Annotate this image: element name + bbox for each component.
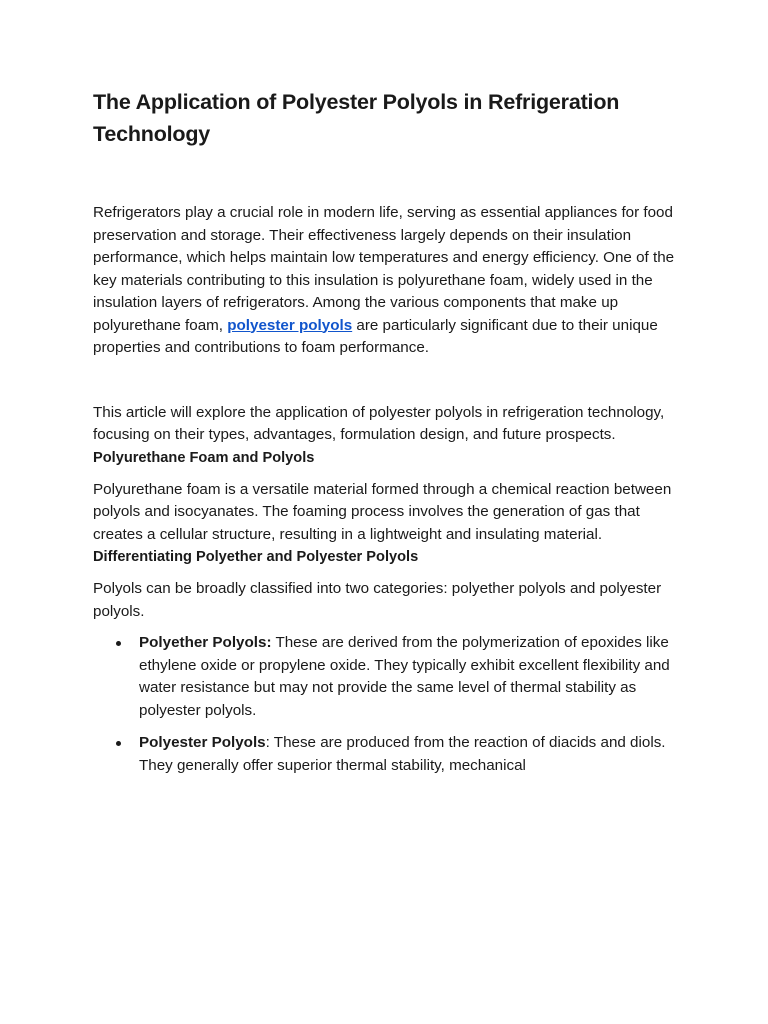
bullet-dot-icon: [116, 741, 121, 746]
intro-text-after-link: are particularly significant due to their unique properties and contributions to foam performance.: [93, 316, 658, 356]
list-item: [93, 632, 683, 722]
list-item-term: Polyether Polyols:: [139, 634, 272, 651]
section-heading-differentiating-polyols: Differentiating Polyether and Polyester Polyols: [93, 549, 419, 565]
overview-paragraph: This article will explore the application of polyester polyols in refrigeration technology, focusing on their types, advantages, formulation design, and future prospects.: [93, 403, 665, 443]
polyol-types-list: [93, 632, 683, 777]
section-body-differentiating-polyols: Polyols can be broadly classified into two categories: polyether polyols and polyester polyols.: [93, 580, 662, 620]
polyester-polyols-link[interactable]: polyester polyols: [227, 316, 353, 334]
bullet-dot-icon: [116, 641, 121, 646]
intro-text-before-link: Refrigerators play a crucial role in modern life, serving as essential appliances for food preservation and storage. Their effectiveness largely depends on their insulation performance, which helps maintain low temperatures and energy efficiency. One of the key materials contributing to this insulation is polyurethane foam, widely used in the insulation layers of refrigerators. Among the various components that make up polyurethane foam,: [93, 204, 675, 334]
section-body-polyurethane-foam: Polyurethane foam is a versatile material formed through a chemical reaction between polyols and isocyanates. The foaming process involves the generation of gas that creates a cellular structure, resulting in a lightweight and insulating material.: [93, 480, 672, 543]
list-item-text: These are derived from the polymerization of epoxides like ethylene oxide or propylene oxide. They typically exhibit excellent flexibility and water resistance but may not provide the same level of thermal stability as polyester polyols.: [139, 634, 670, 719]
intro-paragraph: [93, 202, 683, 360]
document-page: [93, 86, 683, 787]
list-item-text: : These are produced from the reaction of diacids and diols. They generally offer superior thermal stability, mechanical: [139, 734, 666, 774]
list-item-term: Polyester Polyols: [139, 734, 266, 751]
document-title: The Application of Polyester Polyols in Refrigeration Technology: [93, 90, 620, 146]
list-item: [93, 732, 683, 777]
section-heading-polyurethane-foam: Polyurethane Foam and Polyols: [93, 449, 315, 466]
